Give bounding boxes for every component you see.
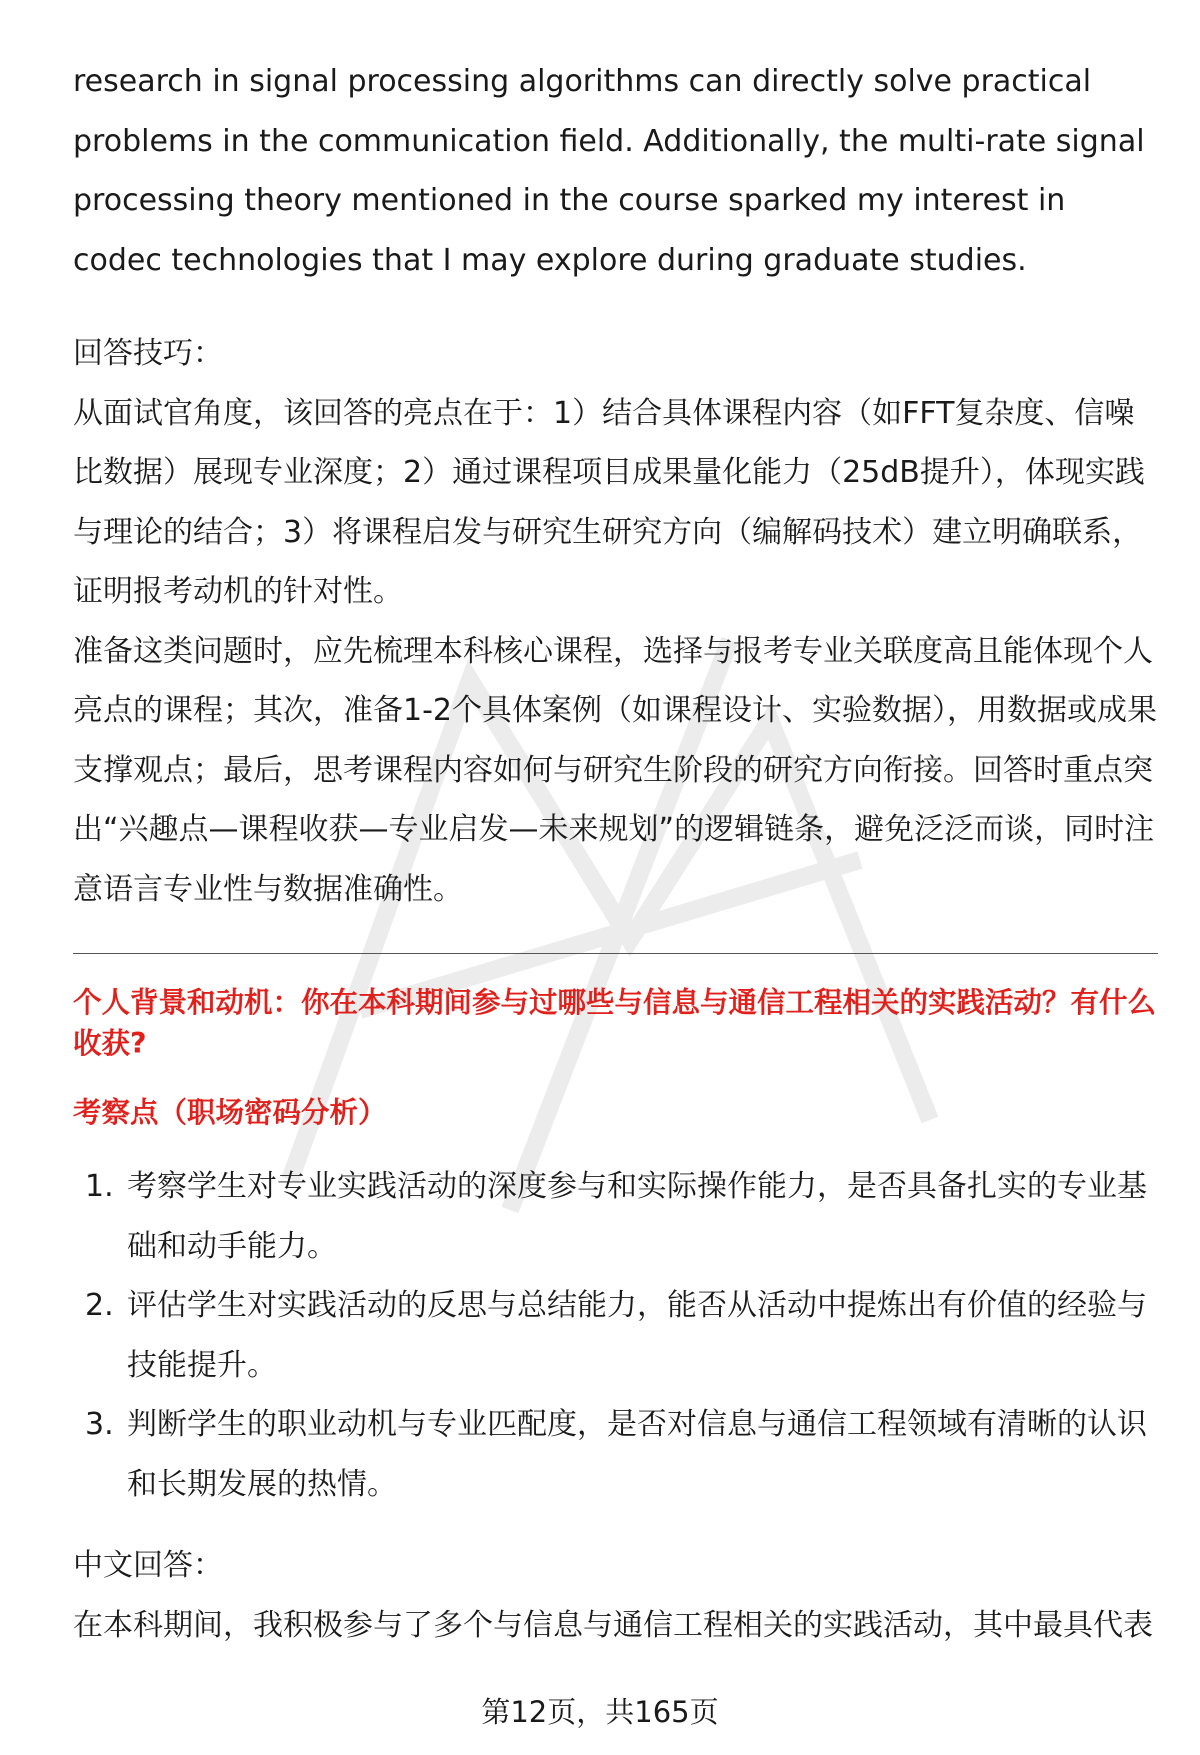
list-item-text: 考察学生对专业实践活动的深度参与和实际操作能力，是否具备扎实的专业基础和动手能力。 bbox=[127, 1169, 1147, 1264]
analysis-points-list bbox=[73, 1157, 1158, 1514]
list-item bbox=[73, 1395, 1158, 1514]
answer-label: 中文回答： bbox=[73, 1548, 223, 1583]
question-heading: 个人背景和动机：你在本科期间参与过哪些与信息与通信工程相关的实践活动？有什么收获? bbox=[73, 986, 1157, 1060]
answer-paragraph: 在本科期间，我积极参与了多个与信息与通信工程相关的实践活动，其中最具代表 bbox=[73, 1607, 1153, 1643]
tips-paragraph-1: 从面试官角度，该回答的亮点在于：1）结合具体课程内容（如FFT复杂度、信噪比数据）展现专业深度；2）通过课程项目成果量化能力（25dB提升），体现实践与理论的结合；3）将课程启发与研究生研究方向（编解码技术）建立明确联系，证明报考动机的针对性。 bbox=[73, 395, 1145, 609]
list-item bbox=[73, 1157, 1158, 1276]
tips-paragraph-2: 准备这类问题时，应先梳理本科核心课程，选择与报考专业关联度高且能体现个人亮点的课程；其次，准备1-2个具体案例（如课程设计、实验数据），用数据或成果支撑观点；最后，思考课程内容如何与研究生阶段的研究方向衔接。回答时重点突出“兴趣点—课程收获—专业启发—未来规划”的逻辑链条，避免泛泛而谈，同时注意语言专业性与数据准确性。 bbox=[73, 633, 1157, 907]
section-divider bbox=[73, 953, 1158, 954]
analysis-heading: 考察点（职场密码分析） bbox=[73, 1096, 387, 1129]
tips-label: 回答技巧： bbox=[73, 336, 223, 371]
page-content bbox=[73, 52, 1158, 1655]
list-item-text: 评估学生对实践活动的反思与总结能力，能否从活动中提炼出有价值的经验与技能提升。 bbox=[127, 1288, 1147, 1383]
list-item-number: 3. bbox=[85, 1407, 114, 1442]
page-number-footer: 第12页，共165页 bbox=[481, 1695, 719, 1729]
list-item-text: 判断学生的职业动机与专业匹配度，是否对信息与通信工程领域有清晰的认识和长期发展的热情。 bbox=[127, 1407, 1147, 1502]
list-item-number: 1. bbox=[85, 1169, 114, 1204]
list-item bbox=[73, 1276, 1158, 1395]
list-item-number: 2. bbox=[85, 1288, 114, 1323]
intro-paragraph: research in signal processing algorithms can directly solve practical problems in the communication field. Additionally, the multi-rate signal processing theory mentioned in the course sparked my interest in codec technologies that I may explore during graduate studies. bbox=[73, 64, 1145, 278]
